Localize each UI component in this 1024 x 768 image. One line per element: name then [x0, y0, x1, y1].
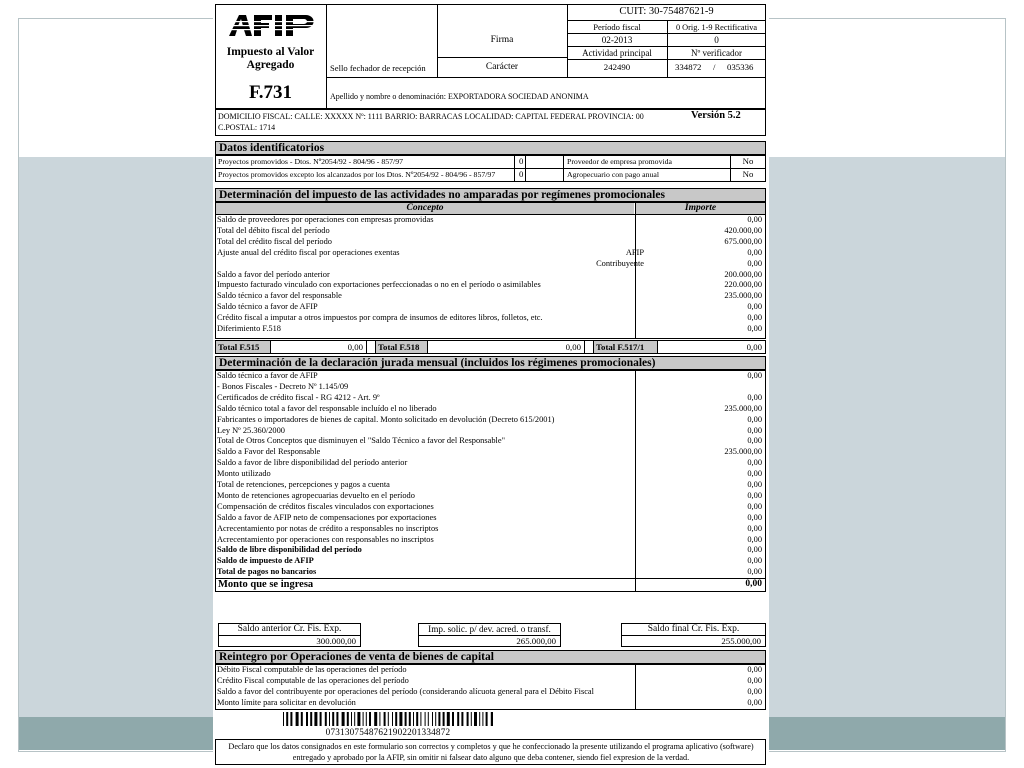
monto-ingresa-label: Monto que se ingresa	[218, 579, 314, 590]
datos-row-1-value2: No	[742, 156, 754, 166]
verificador-b: 035336	[727, 62, 754, 72]
afip-form	[213, 2, 769, 766]
total-f518-label: Total F.518	[378, 342, 420, 352]
declaracion-row	[215, 447, 766, 458]
declaracion-row	[215, 382, 766, 393]
reintegro-row-value: 0,00	[747, 686, 762, 696]
determinacion-row	[215, 237, 766, 248]
datos-row-2-value: 0	[519, 169, 524, 179]
declaracion-row	[215, 545, 766, 556]
determinacion-row-value: 675.000,00	[724, 236, 762, 246]
declaracion-row-value: 0,00	[747, 545, 762, 555]
determinacion-row-label: Total del débito fiscal del período	[217, 225, 330, 235]
cuit: CUIT: 30-75487621-9	[619, 6, 714, 17]
total-f515-label: Total F.515	[218, 342, 260, 352]
determinacion-row-label: Total del crédito fiscal del período	[217, 236, 332, 246]
declaracion-row-value: 0,00	[747, 534, 762, 544]
determinacion-header: Determinación del impuesto de las actividades no amparadas por regímenes promocionales	[215, 188, 766, 202]
declaracion-row-label: Acrecentamiento por notas de crédito a responsables no inscriptos	[217, 523, 439, 533]
determinacion-row-value: 0,00	[747, 247, 762, 257]
declaracion-row	[215, 458, 766, 469]
determinacion-row	[215, 215, 766, 226]
determinacion-row-label: Saldo a favor del período anterior	[217, 269, 330, 279]
declaracion-row-value: 235.000,00	[724, 447, 762, 457]
saldo-anterior-label: Saldo anterior Cr. Fis. Exp.	[237, 624, 342, 634]
datos-row-1-value: 0	[519, 156, 524, 166]
declaracion-row-label: Monto de retenciones agropecuarias devuelto en el período	[217, 490, 415, 500]
declaracion-row	[215, 535, 766, 546]
determinacion-row	[215, 248, 766, 259]
declaracion-row-label: Saldo de impuesto de AFIP	[217, 556, 314, 566]
tax-name: Impuesto al Valor Agregado	[226, 46, 315, 71]
reintegro-row	[215, 665, 766, 676]
verificador-label: Nº verificador	[690, 48, 743, 58]
reintegro-row-value: 0,00	[747, 665, 762, 674]
saldo-final-label: Saldo final Cr. Fis. Exp.	[647, 624, 740, 634]
datos-row-2-label2: Agropecuario con pago anual	[567, 170, 660, 179]
firma-label: Firma	[490, 35, 514, 45]
periodo-label: Período fiscal	[593, 22, 641, 32]
determinacion-row-sublabel: AFIP	[625, 247, 644, 257]
reintegro-row-label: Saldo a favor del contribuyente por operaciones del período (considerando alícuota general para el Débito Fiscal	[217, 686, 594, 696]
reintegro-row	[215, 687, 766, 698]
saldo-anterior-value: 300.000,00	[316, 636, 356, 646]
declaracion-row-label: Saldo técnico a favor de AFIP	[217, 371, 318, 380]
monto-ingresa-value: 0,00	[745, 579, 762, 589]
datos-row-1-label2: Proveedor de empresa promovida	[567, 157, 673, 166]
verificador-a: 334872	[675, 62, 702, 72]
declaracion-row-label: Total de retenciones, percepciones y pagos a cuenta	[217, 480, 390, 489]
datos-row-2-value2: No	[742, 169, 754, 179]
datos-row-2-label: Proyectos promovidos excepto los alcanzados por los Dtos. Nº2054/92 - 804/96 - 857/97	[218, 170, 496, 179]
domicilio-line-2: C.POSTAL: 1714	[218, 123, 276, 132]
declaracion-row-label: Saldo de libre disponibilidad del período	[217, 545, 362, 555]
reintegro-row-label: Crédito Fiscal computable de las operaciones del período	[217, 675, 409, 685]
declaracion-row-value: 0,00	[747, 512, 762, 522]
barcode	[283, 712, 493, 726]
determinacion-row	[215, 226, 766, 237]
declaracion-row	[215, 513, 766, 524]
total-f5171-value: 0,00	[746, 342, 762, 352]
actividad-value: 242490	[603, 62, 631, 72]
determinacion-row	[215, 302, 766, 313]
declaracion-row	[215, 426, 766, 437]
declaracion-row-value: 0,00	[747, 469, 762, 479]
reintegro-row-label: Monto límite para solicitar en devolución	[217, 697, 356, 707]
datos-row-1-label: Proyectos promovidos - Dtos. Nº2054/92 - 804/96 - 857/97	[218, 157, 403, 166]
verificador-sep: /	[713, 62, 716, 72]
declaracion-row-label: Saldo técnico total a favor del responsable incluído el no liberado	[217, 403, 437, 413]
declaracion-row-value: 0,00	[747, 480, 762, 489]
declaracion-row-label: Total de Otros Conceptos que disminuyen el "Saldo Técnico a favor del Responsable"	[217, 436, 505, 446]
declaracion-row-label: Fabricantes o importadores de bienes de capital. Monto solicitado en devolución (Decreto 615/2001)	[217, 414, 555, 424]
determinacion-row-value: 235.000,00	[724, 291, 762, 301]
declaracion-row-value: 0,00	[747, 425, 762, 435]
determinacion-row-label: Impuesto facturado vinculado con exportaciones perfeccionadas o no en el período o asimilables	[217, 280, 541, 290]
declaracion-row	[215, 436, 766, 447]
afip-logo	[227, 13, 319, 37]
determinacion-row-label: Saldo de proveedores por operaciones con empresas promovidas	[217, 215, 434, 224]
declaracion-row	[215, 469, 766, 480]
declaracion-row	[215, 371, 766, 382]
declaracion-row	[215, 567, 766, 578]
caracter-label: Carácter	[485, 62, 519, 72]
declaracion-row	[215, 556, 766, 567]
determinacion-row-label: Ajuste anual del crédito fiscal por operaciones exentas	[217, 247, 400, 257]
declaracion-row-label: Saldo a favor de libre disponibilidad del período anterior	[217, 458, 408, 468]
declaracion-row	[215, 502, 766, 513]
declaracion-row	[215, 480, 766, 491]
determinacion-row	[215, 270, 766, 281]
declaracion-row-label: Total de pagos no bancarios	[217, 567, 317, 577]
barcode-number: 07313075487621902201334872	[325, 727, 451, 737]
total-f5171-label: Total F.517/1	[596, 342, 645, 352]
reintegro-row-value: 0,00	[747, 697, 762, 707]
determinacion-row-sublabel: Contribuyente	[596, 258, 644, 268]
determinacion-row-label: Diferimiento F.518	[217, 324, 281, 333]
declaracion-row-value: 0,00	[747, 567, 762, 577]
determinacion-row	[215, 324, 766, 335]
declaracion-row-label: Saldo a favor de AFIP neto de compensaciones por exportaciones	[217, 512, 437, 522]
actividad-label: Actividad principal	[582, 48, 652, 58]
determinacion-row-value: 0,00	[747, 302, 762, 312]
orig-label: 0 Orig. 1-9 Rectificativa	[675, 23, 758, 32]
datos-header: Datos identificatorios	[215, 141, 766, 155]
determinacion-row	[215, 313, 766, 324]
reintegro-row	[215, 676, 766, 687]
declaracion-row	[215, 491, 766, 502]
determinacion-row-value: 0,00	[747, 324, 762, 333]
periodo-value: 02-2013	[601, 35, 633, 45]
determinacion-row-value: 220.000,00	[724, 280, 762, 290]
declaracion-row-value: 0,00	[747, 436, 762, 446]
determinacion-row-value: 0,00	[747, 215, 762, 224]
declaracion-row	[215, 404, 766, 415]
declaracion-row-label: Monto utilizado	[217, 469, 271, 479]
determinacion-row-label: Crédito fiscal a imputar a otros impuestos por compra de insumos de editores libros, folletos, etc.	[217, 313, 543, 323]
form-code: F.731	[248, 82, 293, 103]
declaracion-row-value: 0,00	[747, 458, 762, 468]
determinacion-row-label: Saldo técnico a favor del responsable	[217, 291, 342, 301]
declaracion-row	[215, 393, 766, 404]
declaracion-row-value: 0,00	[747, 392, 762, 402]
imp-solic-value: 265.000,00	[516, 636, 556, 646]
declaracion-row-value: 0,00	[747, 523, 762, 533]
declaracion-row-value: 0,00	[747, 371, 762, 380]
col-importe: Importe	[684, 203, 717, 213]
declaracion-row-label: Certificados de crédito fiscal - RG 4212 - Art. 9º	[217, 392, 380, 402]
declaracion-row-label: - Bonos Fiscales - Decreto Nº 1.145/09	[217, 381, 349, 391]
determinacion-row-value: 420.000,00	[724, 225, 762, 235]
reintegro-row-value: 0,00	[747, 675, 762, 685]
imp-solic-label: Imp. solic. p/ dev. acred. o transf.	[428, 624, 551, 634]
reintegro-header: Reintegro por Operaciones de venta de bienes de capital	[215, 650, 766, 664]
declaracion-row-value: 0,00	[747, 490, 762, 500]
determinacion-row	[215, 280, 766, 291]
determinacion-row	[215, 291, 766, 302]
determinacion-row-value: 0,00	[747, 258, 762, 268]
declaracion-row-value: 0,00	[747, 414, 762, 424]
declaracion-row-label: Ley Nº 25.360/2000	[217, 425, 285, 435]
declaracion-row-value: 0,00	[747, 501, 762, 511]
col-concepto: Concepto	[406, 203, 444, 213]
domicilio-line-1: DOMICILIO FISCAL: CALLE: XXXXX Nº: 1111 BARRIO: BARRACAS LOCALIDAD: CAPITAL FEDERAL PROVINCIA: 00	[218, 112, 644, 121]
reintegro-row-label: Débito Fiscal computable de las operaciones del período	[217, 665, 407, 674]
sello-label: Sello fechador de recepción	[330, 63, 426, 73]
total-f515-value: 0,00	[347, 342, 363, 352]
determinacion-row	[215, 259, 766, 270]
declaracion-row-value: 0,00	[747, 556, 762, 566]
declaracion-row-label: Acrecentamiento por operaciones con responsables no inscriptos	[217, 534, 434, 544]
reintegro-row	[215, 698, 766, 709]
version-label: Versión 5.2	[691, 110, 741, 121]
total-f518-value: 0,00	[565, 342, 581, 352]
declaracion-row-label: Compensación de créditos fiscales vinculados con exportaciones	[217, 501, 434, 511]
apellido-line: Apellido y nombre o denominación: EXPORTADORA SOCIEDAD ANONIMA	[330, 92, 589, 101]
declaracion-header: Determinación de la declaración jurada mensual (incluidos los régimenes promocionales)	[215, 356, 766, 370]
declaracion-final-text: Declaro que los datos consignados en este formulario son correctos y completos y que he confeccionado la presente utilizando el programa aplicativo (software) entregado y aprobado por la AFIP, sin omitir ni falsear dato alguno que deba contener, siendo fiel expresion de la verdad.	[228, 742, 754, 762]
determinacion-row-label: Saldo técnico a favor de AFIP	[217, 302, 318, 312]
determinacion-row-value: 0,00	[747, 313, 762, 323]
determinacion-row-value: 200.000,00	[724, 269, 762, 279]
declaracion-row-value: 235.000,00	[724, 403, 762, 413]
declaracion-row	[215, 524, 766, 535]
saldo-final-value: 255.000,00	[721, 636, 761, 646]
declaracion-row-label: Saldo a Favor del Responsable	[217, 447, 321, 457]
declaracion-row	[215, 415, 766, 426]
orig-value: 0	[714, 35, 719, 45]
